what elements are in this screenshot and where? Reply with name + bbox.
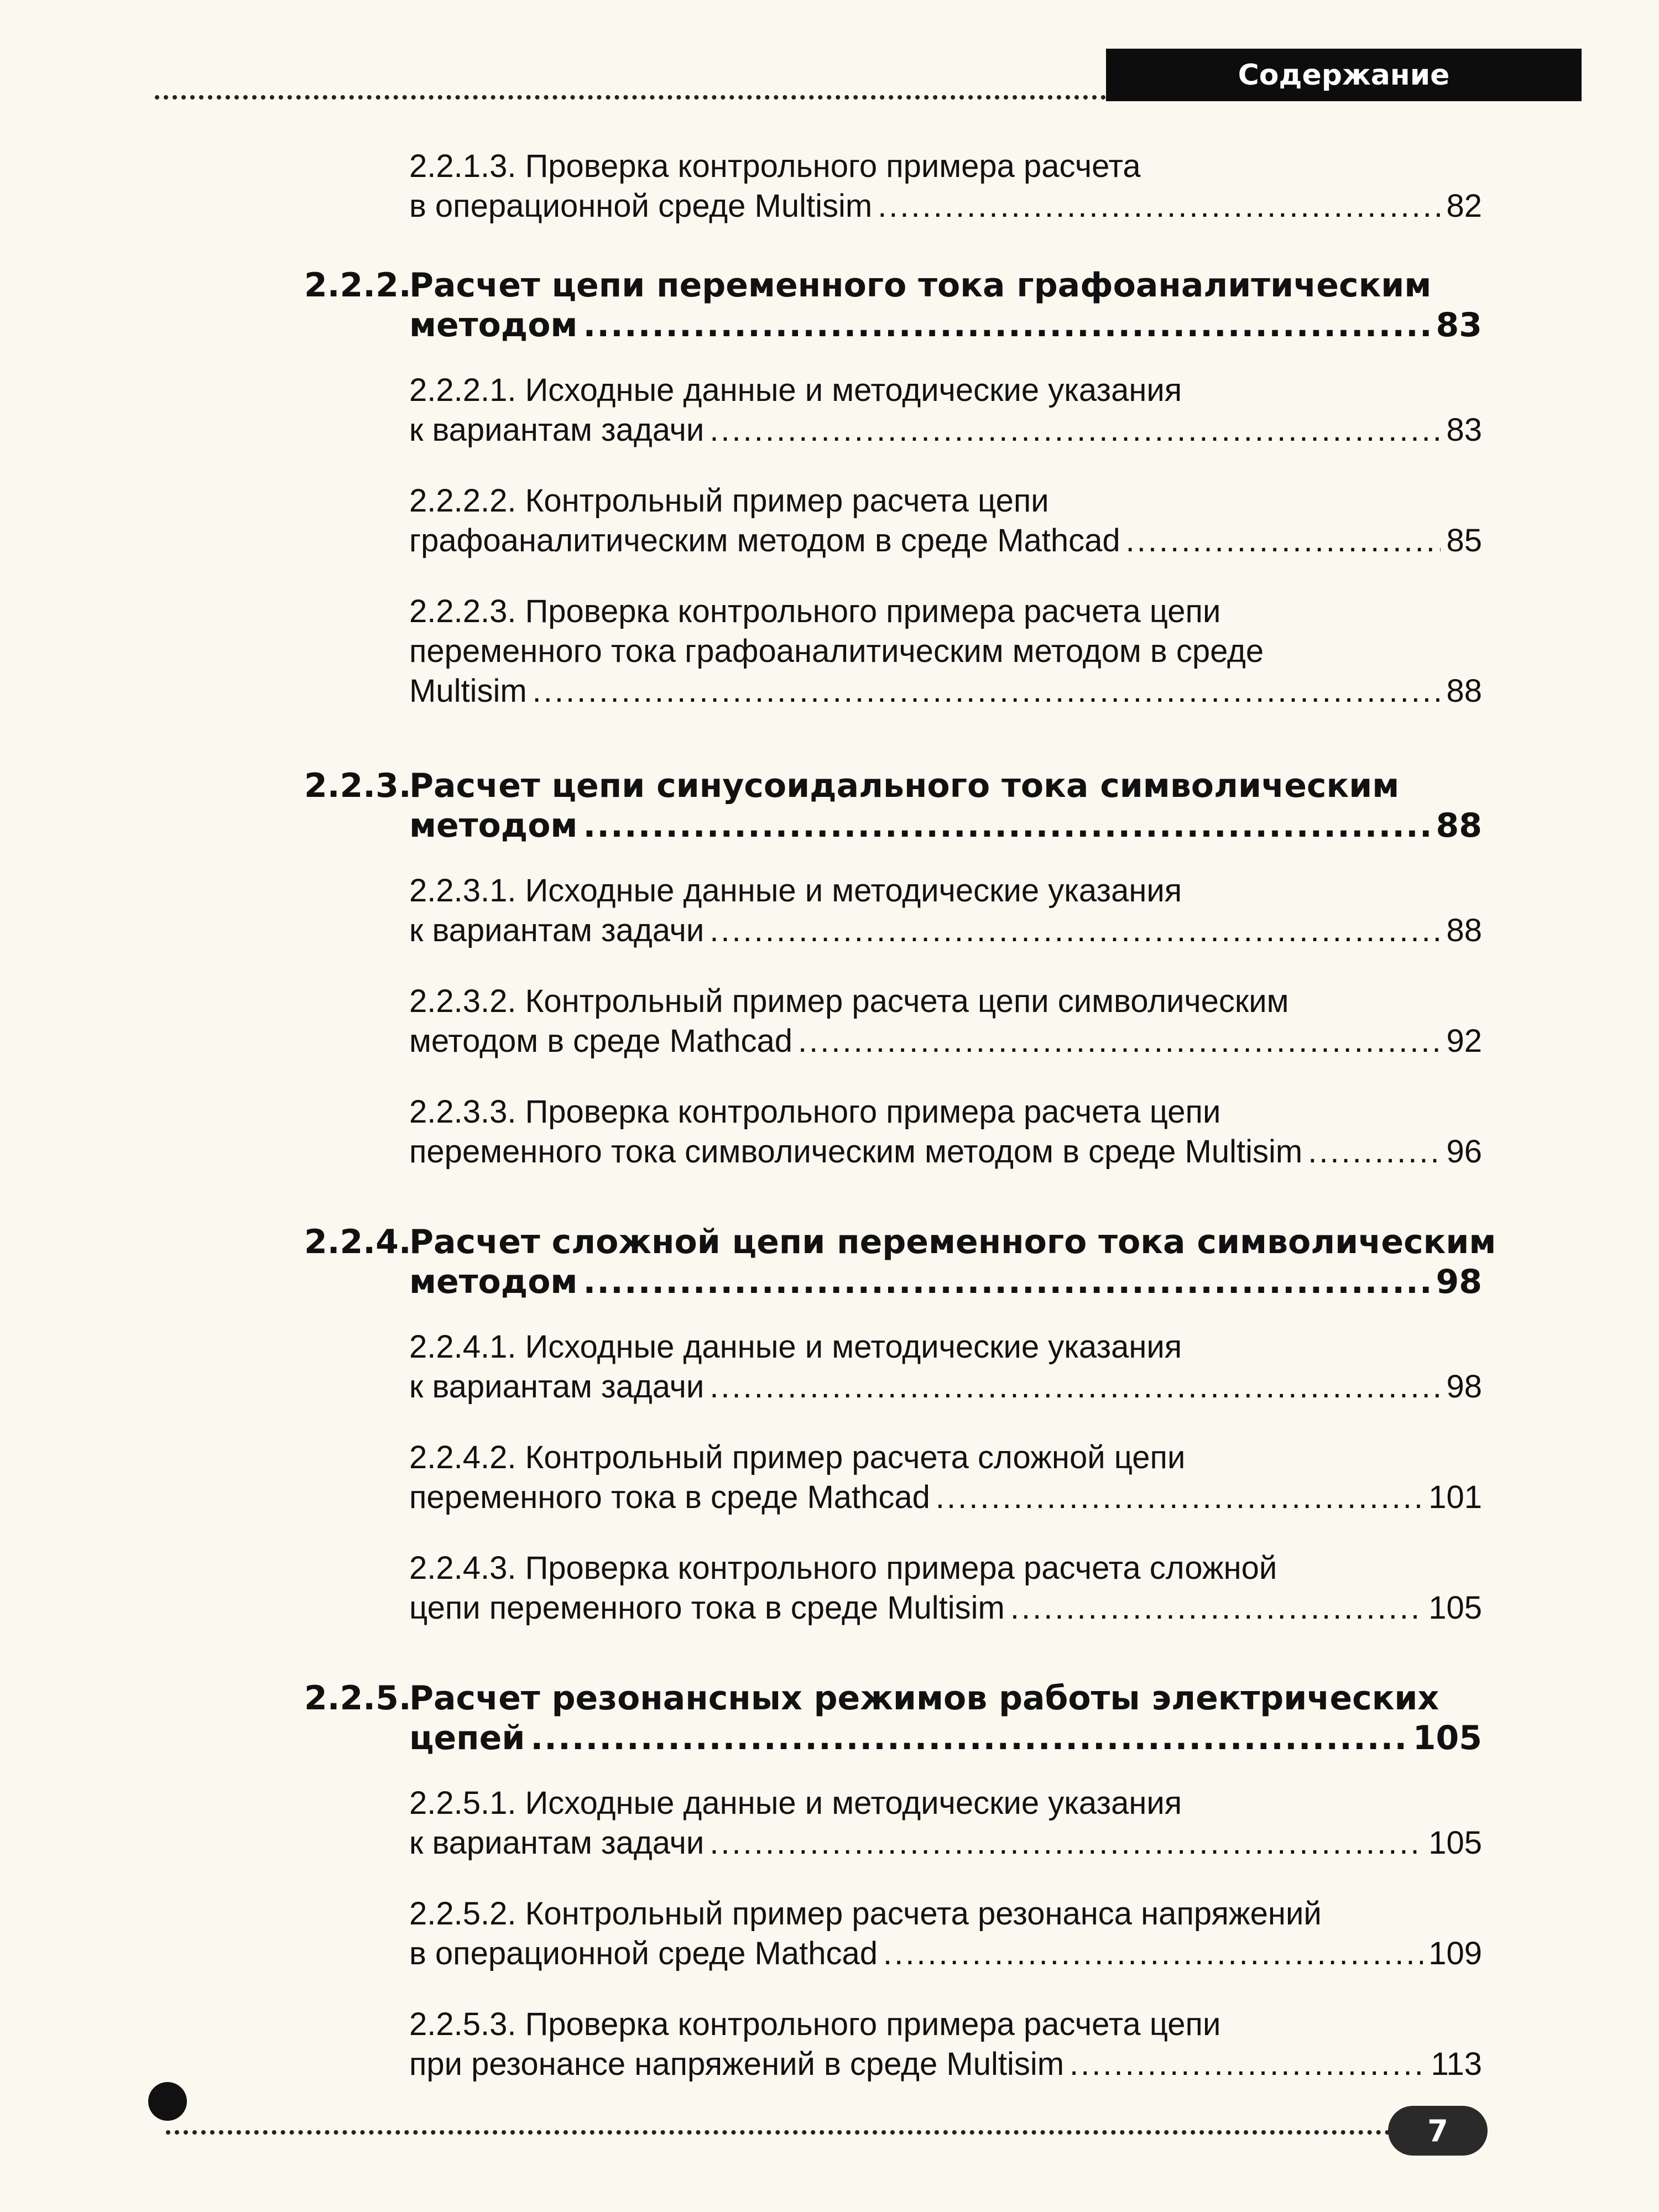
toc-entry-text: графоаналитическим методом в среде Mathcad [409,523,1120,559]
dot-leader [530,1718,1407,1758]
dot-leader [1010,1588,1423,1628]
toc-entry-text: 2.2.5.3. Проверка контрольного примера расчета цепи [409,2006,1221,2042]
page-number: 7 [1427,2113,1448,2148]
toc-entry-line [409,1678,1482,1718]
toc-entry-text: к вариантам задачи [409,412,705,448]
toc-section-entry [304,1678,1482,1758]
toc-entry-text: 2.2.5.2. Контрольный пример расчета резонанса напряжений [409,1896,1322,1932]
dot-leader [709,1367,1441,1407]
dot-leader [533,671,1441,711]
toc-page-number: 109 [1428,1936,1482,1971]
toc-subsection-entry [409,592,1482,711]
toc-page-number: 98 [1436,1262,1482,1301]
dot-leader [709,410,1441,450]
toc-entry-text: 2.2.4.3. Проверка контрольного примера расчета сложной [409,1550,1277,1586]
toc-subsection-entry [409,1327,1482,1407]
dot-leader [709,911,1441,951]
toc-entry-line [409,1222,1496,1262]
toc-entry-line [409,766,1482,806]
toc-section-entry [304,766,1482,846]
toc-entry-text: переменного тока в среде Mathcad [409,1479,930,1515]
toc-entry-line [409,1478,1482,1517]
running-header-title: Содержание [1238,58,1450,92]
toc-entry-line [409,1367,1482,1407]
toc-entry-text: 2.2.2.1. Исходные данные и методические указания [409,372,1182,408]
toc-entry-line [409,1588,1482,1628]
toc-page-number: 88 [1436,806,1482,845]
toc-subsection-entry [409,982,1482,1061]
toc-entry-line [409,265,1482,305]
toc-entry-line [409,2044,1482,2084]
toc-page-number: 105 [1428,1590,1482,1626]
footer-bullet-dot [148,2082,187,2121]
toc-entry-line [409,147,1482,186]
toc-entry-text: цепей [409,1719,525,1757]
toc-entry-text: Расчет сложной цепи переменного тока символическим [409,1223,1496,1261]
toc-page-number: 113 [1431,2046,1482,2082]
toc-entry-text: 2.2.4.1. Исходные данные и методические указания [409,1329,1182,1365]
toc-entry-line [409,1823,1482,1863]
toc-page-number: 92 [1446,1023,1482,1059]
toc-page-number: 83 [1436,306,1482,345]
toc-entry-text: в операционной среде Multisim [409,188,873,224]
toc-entry-text: при резонансе напряжений в среде Multisim [409,2046,1065,2082]
toc-entry-text: к вариантам задачи [409,912,705,948]
toc-entry-text: 2.2.4.2. Контрольный пример расчета сложной цепи [409,1439,1186,1475]
toc-entry-line [409,305,1482,345]
toc-subsection-entry [409,1092,1482,1172]
header-dotted-rule [155,95,1106,100]
toc-entry-text: Multisim [409,673,527,709]
toc-page-number: 83 [1446,412,1482,448]
toc-entry-text: Расчет резонансных режимов работы электрических [409,1679,1439,1718]
toc-page-number: 88 [1446,673,1482,709]
toc-entry-line [409,671,1482,711]
toc-page-number: 101 [1428,1479,1482,1515]
toc-entry-line [409,521,1482,561]
dot-leader [583,305,1430,345]
toc-entry-line [409,1438,1482,1478]
toc-entry-text: Расчет цепи синусоидального тока символическим [409,766,1400,805]
toc-entry-line [409,1718,1482,1758]
toc-entry-line [409,1783,1482,1823]
toc-entry-text: методом в среде Mathcad [409,1023,793,1059]
dot-leader [1308,1132,1441,1172]
toc-section-entry [304,1222,1496,1302]
dot-leader [883,1934,1423,1974]
dot-leader [1126,521,1441,561]
toc-entry-text: методом [409,806,578,845]
toc-subsection-entry [409,481,1482,561]
toc-entry-text: в операционной среде Mathcad [409,1936,878,1971]
dot-leader [798,1021,1441,1061]
toc-subsection-entry [409,2005,1482,2084]
toc-entry-line [409,871,1482,911]
toc-entry-line [409,911,1482,951]
toc-entry-text: Расчет цепи переменного тока графоаналитическим [409,266,1432,305]
dot-leader [936,1478,1423,1517]
toc-entry-line [409,186,1482,226]
toc-entry-line [409,1934,1482,1974]
toc-entry-line [409,2005,1482,2044]
toc-entry-text: переменного тока символическим методом в среде Multisim [409,1134,1303,1170]
toc-entry-text: 2.2.2.3. Проверка контрольного примера расчета цепи [409,593,1221,629]
toc-entry-line [409,1262,1482,1302]
toc-entry-line [409,1894,1482,1934]
footer-dotted-rule [166,2130,1399,2135]
toc-page-number: 105 [1428,1825,1482,1861]
toc-entry-line [409,1021,1482,1061]
toc-section-number: 2.2.4. [304,1223,411,1261]
toc-entry-text: переменного тока графоаналитическим методом в среде [409,633,1264,669]
dot-leader [583,806,1430,846]
running-header [1106,49,1582,101]
toc-entry-text: 2.2.3.3. Проверка контрольного примера расчета цепи [409,1094,1221,1130]
toc-entry-line [409,1548,1482,1588]
toc-entry-text: к вариантам задачи [409,1369,705,1405]
toc-section-number: 2.2.5. [304,1679,411,1718]
toc-subsection-entry [409,1548,1482,1628]
toc-entry-text: цепи переменного тока в среде Multisim [409,1590,1005,1626]
page-number-badge [1388,2106,1488,2156]
toc-entry-line [409,410,1482,450]
toc-entry-text: к вариантам задачи [409,1825,705,1861]
toc-entry-line [409,481,1482,521]
toc-entry-text: 2.2.3.2. Контрольный пример расчета цепи символическим [409,983,1289,1019]
toc-subsection-entry [409,871,1482,951]
toc-entry-text: 2.2.3.1. Исходные данные и методические указания [409,873,1182,909]
toc-entry-line [409,592,1482,632]
toc-entry-text: методом [409,306,578,345]
toc-page-number: 82 [1446,188,1482,224]
toc-entry-text: 2.2.5.1. Исходные данные и методические указания [409,1785,1182,1821]
dot-leader [709,1823,1423,1863]
toc-entry-line [409,1092,1482,1132]
toc-subsection-entry [409,147,1482,226]
toc-entry-text: 2.2.2.2. Контрольный пример расчета цепи [409,483,1049,519]
toc-subsection-entry [409,371,1482,450]
toc-entry-line [409,371,1482,410]
toc-page-number: 98 [1446,1369,1482,1405]
toc-entry-line [409,982,1482,1021]
toc-entry-text: 2.2.1.3. Проверка контрольного примера расчета [409,148,1141,184]
dot-leader [878,186,1441,226]
toc-entry-line [409,1327,1482,1367]
toc-subsection-entry [409,1438,1482,1517]
toc-section-entry [304,265,1482,345]
toc-subsection-entry [409,1783,1482,1863]
toc-page-number: 85 [1446,523,1482,559]
dot-leader [583,1262,1430,1302]
toc-page-number: 105 [1412,1719,1482,1757]
toc-entry-line [409,632,1482,671]
toc-page-number: 96 [1446,1134,1482,1170]
toc-entry-line [409,1132,1482,1172]
toc-section-number: 2.2.2. [304,266,411,305]
toc-entry-text: методом [409,1262,578,1301]
toc-section-number: 2.2.3. [304,766,411,805]
toc-page-number: 88 [1446,912,1482,948]
toc-subsection-entry [409,1894,1482,1974]
toc-entry-line [409,806,1482,846]
dot-leader [1070,2044,1425,2084]
